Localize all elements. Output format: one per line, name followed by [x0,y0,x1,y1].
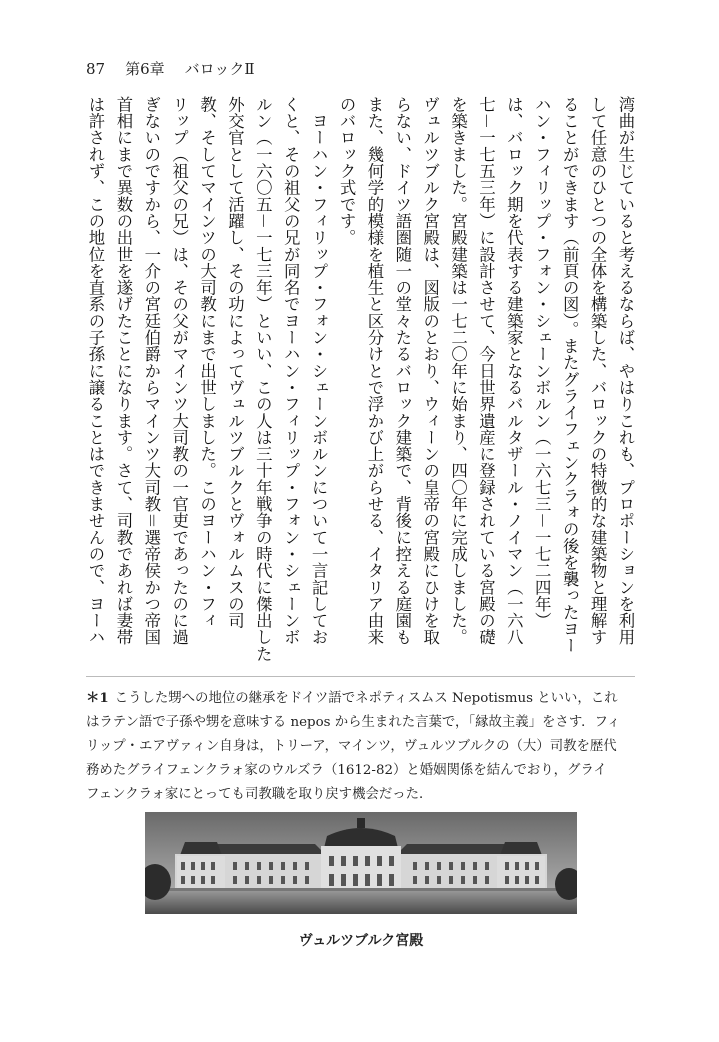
footnote-line: 務めたグライフェンクラォ家のウルズラ（1612-82）と婚姻関係を結んでおり，グライ [86,763,607,778]
chapter-title: バロックⅡ [184,60,255,78]
footnote-text: こうした甥への地位の継承をドイツ語でネポティスムス Nepotismus といい，これ [114,691,618,706]
text-column: くと、その祖父の兄が同名でヨーハン・フィリップ・フォン・シェーンボ [281,96,301,646]
running-header [86,58,255,84]
text-column: ルン（一六〇五－一七三年）といい、この人は三十年戦争の時代に傑出した [253,96,273,663]
figure-caption: ヴュルツブルク宮殿 [298,933,424,949]
text-column: リップ（祖父の兄）は、その父がマインツ大司教の一官吏であったのに過 [169,96,189,646]
text-column: らない、ドイツ語圏随一の堂々たるバロック建築で、背後に控える庭園も [392,96,412,646]
footnote-line [86,686,642,711]
text-column: 教、そしてマインツの大司教にまで出世しました。このヨーハン・フィ [197,96,217,629]
text-column: 首相にまで異数の出世を遂げたことになります。さて、司教であれば妻帯 [113,96,133,646]
footnote-divider [86,676,635,677]
page-number: 87 [86,60,106,78]
footnote-line: はラテン語で子孫や甥を意味する nepos から生まれた言葉で，「縁故主義」をさす．フィ [86,715,621,730]
text-column: ることができます（前頁の図）。またグライフェンクラォの後を襲ったヨー [560,96,580,654]
text-column: のバロック式です。 [337,96,357,246]
footnote [86,686,642,807]
text-column: 湾曲が生じていると考えるならば、やはりこれも、プロポーションを利用 [615,96,635,646]
text-column: 外交官として活躍し、その功によってヴュルツブルクとヴォルムスの司 [225,96,245,629]
text-column: ヴュルツブルク宮殿は、図版のとおり、ウィーンの皇帝の宮殿にひけを取 [420,96,440,646]
vertical-body-text [86,96,635,666]
chapter-label: 第6章 [125,60,165,78]
text-column: ヨーハン・フィリップ・フォン・シェーンボルンについて一言記してお [309,96,329,646]
palace-photo [145,812,577,914]
text-column: また、幾何学的模様を植生と区分けとで浮かび上がらせる、イタリア由来 [364,96,384,646]
text-column: は許されず、この地位を直系の子孫に譲ることはできませんので、ヨーハ [86,96,105,646]
text-column: を築きました。宮殿建築は一七二〇年に始まり、四〇年に完成しました。 [448,96,468,646]
text-column: ぎないのですから、一介の宮廷伯爵からマインツ大司教＝選帝侯かつ帝国 [141,96,161,646]
footnote-mark: ＊1 [86,690,109,706]
text-column: して任意のひとつの全体を構築した、バロックの特徴的な建築物と理解す [588,96,608,646]
text-column: 七－一七五三年）に設計させて、今日世界遺産に登録されている宮殿の礎 [476,96,496,646]
text-column: ハン・フィリップ・フォン・シェーンボルン（一六七三－一七二四年） [532,96,552,629]
text-column: は、バロック期を代表する建築家となるバルタザール・ノイマン（一六八 [504,96,524,646]
footnote-line: リップ・エアヴァィン自身は，トリーア，マインツ，ヴュルツブルクの（大）司教を歴代 [86,739,617,754]
footnote-line: フェンクラォ家にとっても司教職を取り戻す機会だった． [86,787,433,802]
